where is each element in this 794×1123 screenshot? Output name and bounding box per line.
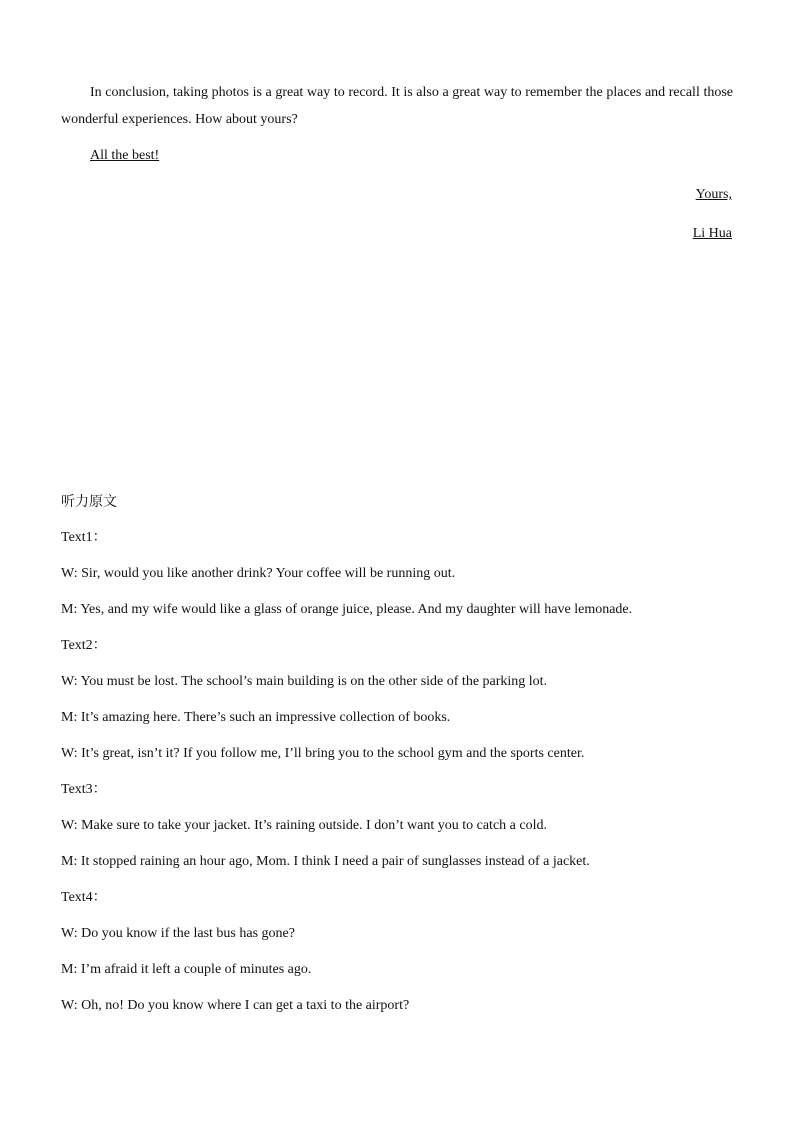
dialogue-line: W: You must be lost. The school’s main building is on the other side of the parking lot. xyxy=(61,674,548,689)
dialogue-line: M: I’m afraid it left a couple of minutes ago. xyxy=(61,962,312,977)
dialogue-line: W: Oh, no! Do you know where I can get a taxi to the airport? xyxy=(61,998,410,1013)
dialogue-line: M: It stopped raining an hour ago, Mom. I think I need a pair of sunglasses instead of a jacket. xyxy=(61,854,590,869)
text-label-3: Text3： xyxy=(61,782,107,797)
dialogue-line: M: It’s amazing here. There’s such an impressive collection of books. xyxy=(61,710,451,725)
text-label-2: Text2： xyxy=(61,638,107,653)
signature-line: Li Hua xyxy=(692,226,732,241)
closing-line: All the best! xyxy=(90,148,160,163)
text-label-1: Text1： xyxy=(61,530,107,545)
signoff-line: Yours, xyxy=(695,187,732,202)
dialogue-line: W: Do you know if the last bus has gone? xyxy=(61,926,295,941)
conclusion-paragraph: In conclusion, taking photos is a great way to record. It is also a great way to remember the places and recall those wonderful experiences. How about yours? xyxy=(61,85,733,127)
dialogue-line: W: It’s great, isn’t it? If you follow me, I’ll bring you to the school gym and the sports center. xyxy=(61,746,585,761)
dialogue-line: W: Sir, would you like another drink? Your coffee will be running out. xyxy=(61,566,456,581)
dialogue-line: W: Make sure to take your jacket. It’s raining outside. I don’t want you to catch a cold. xyxy=(61,818,547,833)
transcript-heading: 听力原文 xyxy=(61,494,117,510)
text-label-4: Text4： xyxy=(61,890,107,905)
dialogue-line: M: Yes, and my wife would like a glass of orange juice, please. And my daughter will have lemonade. xyxy=(61,602,633,617)
